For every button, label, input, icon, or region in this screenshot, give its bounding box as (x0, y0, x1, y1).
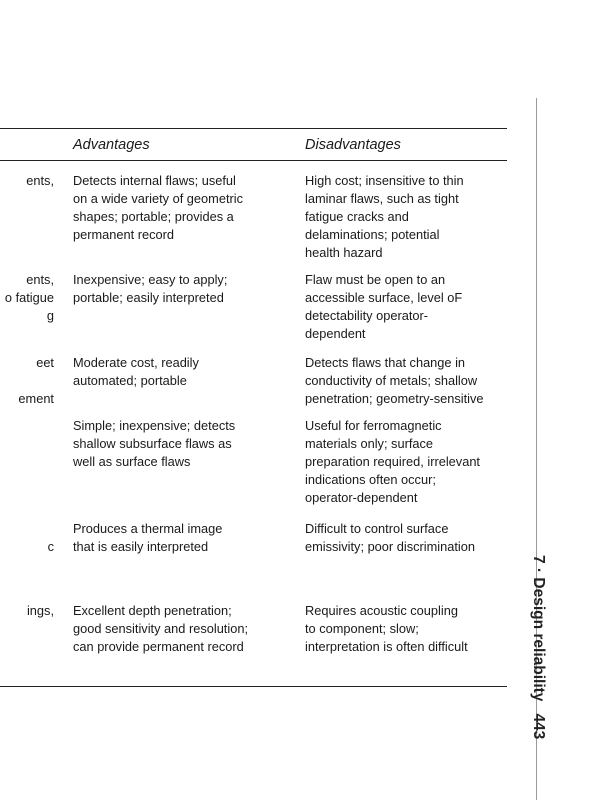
cell-line: ents, (26, 272, 54, 287)
cell-line: preparation required, irrelevant (305, 454, 480, 469)
cell-line: laminar flaws, such as tight (305, 191, 459, 206)
cell-line: materials only; surface (305, 436, 434, 451)
cell-advantages (73, 354, 199, 390)
cell-advantages (73, 602, 248, 656)
cell-line: ement (18, 391, 54, 406)
cell-line: penetration; geometry-sensitive (305, 391, 484, 406)
cell-line: Detects internal flaws; useful (73, 173, 236, 188)
cell-line: Difficult to control surface (305, 521, 449, 536)
page-number: 443 (530, 713, 547, 740)
cell-line: emissivity; poor discrimination (305, 539, 475, 554)
cell-method (18, 354, 54, 408)
running-head (529, 555, 547, 739)
cell-advantages (73, 271, 227, 307)
header-rule (0, 160, 507, 161)
cell-line: detectability operator- (305, 308, 429, 323)
cell-line: on a wide variety of geometric (73, 191, 243, 206)
cell-line: delaminations; potential (305, 227, 440, 242)
column-header-advantages: Advantages (73, 137, 150, 153)
cell-line: conductivity of metals; shallow (305, 373, 478, 388)
cell-line: Moderate cost, readily (73, 355, 199, 370)
cell-line: dependent (305, 326, 366, 341)
cell-method (26, 172, 54, 190)
cell-line: ents, (26, 173, 54, 188)
cell-line: health hazard (305, 245, 383, 260)
cell-advantages (73, 417, 235, 471)
cell-line: Simple; inexpensive; detects (73, 418, 236, 433)
cell-line: permanent record (73, 227, 175, 242)
cell-line: Useful for ferromagnetic (305, 418, 442, 433)
cell-line: can provide permanent record (73, 639, 244, 654)
column-header-disadvantages: Disadvantages (305, 137, 401, 153)
cell-line: automated; portable (73, 373, 187, 388)
cell-line: shallow subsurface flaws as (73, 436, 232, 451)
cell-line: operator-dependent (305, 490, 418, 505)
cell-line: ings, (26, 603, 54, 618)
cell-line: c (47, 539, 54, 554)
cell-line: Requires acoustic coupling (305, 603, 458, 618)
cell-disadvantages (305, 602, 468, 656)
cell-line: that is easily interpreted (73, 539, 209, 554)
cell-line: g (46, 308, 54, 323)
cell-line: shapes; portable; provides a (73, 209, 234, 224)
cell-disadvantages (305, 417, 480, 507)
cell-line: Detects flaws that change in (305, 355, 466, 370)
cell-line: interpretation is often difficult (305, 639, 468, 654)
table-bottom-rule (0, 686, 507, 687)
cell-line: Inexpensive; easy to apply; (73, 272, 228, 287)
table-top-rule (0, 128, 507, 129)
cell-disadvantages (305, 172, 464, 262)
chapter-title: 7 · Design reliability (530, 555, 547, 702)
cell-line: o fatigue (4, 290, 54, 305)
cell-line (48, 520, 54, 538)
cell-line: fatigue cracks and (305, 209, 409, 224)
cell-line: High cost; insensitive to thin (305, 173, 464, 188)
cell-advantages (73, 520, 222, 556)
cell-line: well as surface flaws (73, 454, 191, 469)
cell-line: Excellent depth penetration; (73, 603, 232, 618)
cell-line: accessible surface, level oF (305, 290, 463, 305)
cell-line: good sensitivity and resolution; (73, 621, 248, 636)
cell-line: to component; slow; (305, 621, 419, 636)
cell-disadvantages (305, 271, 462, 343)
cell-line: eet (36, 355, 54, 370)
cell-method (27, 602, 54, 620)
cell-line: Flaw must be open to an (305, 272, 446, 287)
cell-advantages (73, 172, 243, 244)
cell-line: indications often occur; (305, 472, 436, 487)
cell-disadvantages (305, 520, 475, 556)
cell-method (5, 271, 54, 325)
cell-line: Produces a thermal image (73, 521, 223, 536)
cell-line: portable; easily interpreted (73, 290, 224, 305)
cell-disadvantages (305, 354, 484, 408)
cell-line (18, 372, 54, 390)
cell-method (48, 520, 54, 556)
